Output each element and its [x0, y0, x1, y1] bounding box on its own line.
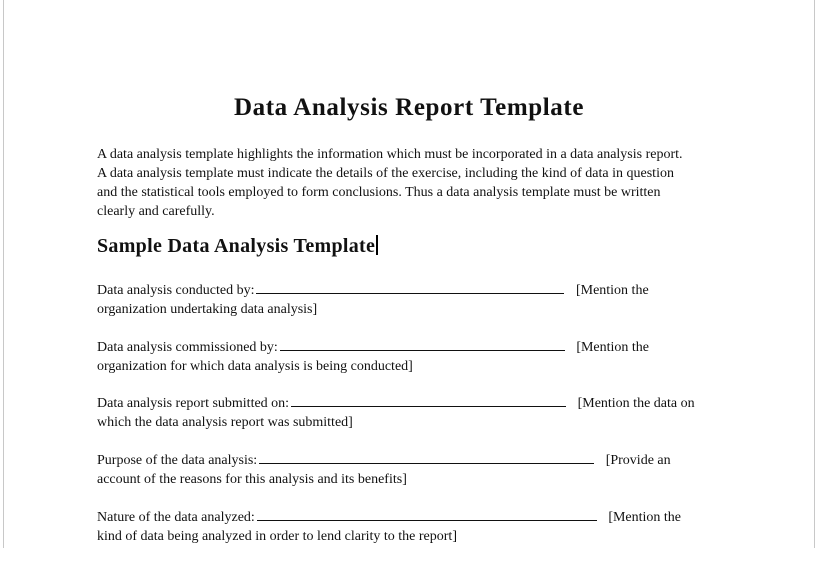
- intro-paragraph: [97, 145, 727, 221]
- intro-line: clearly and carefully.: [97, 204, 215, 219]
- field-note-start: [Provide an: [605, 453, 671, 468]
- field-label: Data analysis report submitted on:: [97, 396, 290, 411]
- field-label: Data analysis commissioned by:: [97, 340, 278, 355]
- section-heading-text: Sample Data Analysis Template: [97, 235, 376, 257]
- document-page[interactable]: [4, 0, 814, 548]
- field-note-end: which the data analysis report was submitted]: [97, 415, 353, 430]
- field-purpose: [97, 451, 737, 489]
- field-note-end: organization undertaking data analysis]: [97, 302, 318, 317]
- field-conducted-by: [97, 281, 737, 319]
- section-heading: [97, 233, 378, 259]
- intro-line: A data analysis template must indicate the details of the exercise, including the kind of data in question: [97, 166, 674, 181]
- fill-in-blank[interactable]: [259, 451, 594, 464]
- fill-in-blank[interactable]: [256, 281, 564, 294]
- field-first-line: [97, 451, 737, 470]
- fill-in-blank[interactable]: [257, 508, 597, 521]
- field-note-end: kind of data being analyzed in order to lend clarity to the report]: [97, 529, 457, 544]
- field-first-line: [97, 338, 737, 357]
- fill-in-blank[interactable]: [280, 338, 565, 351]
- field-label: Data analysis conducted by:: [97, 283, 255, 298]
- field-note-end: organization for which data analysis is being conducted]: [97, 359, 413, 374]
- field-note-end: account of the reasons for this analysis and its benefits]: [97, 472, 407, 487]
- field-note-start: [Mention the data on: [577, 396, 695, 411]
- field-first-line: [97, 281, 737, 300]
- page-right-edge: [814, 0, 815, 548]
- field-note-start: [Mention the: [608, 510, 682, 525]
- text-cursor: [376, 235, 378, 255]
- field-first-line: [97, 394, 737, 413]
- field-note-start: [Mention the: [575, 283, 649, 298]
- field-nature: [97, 508, 737, 546]
- document-title: Data Analysis Report Template: [233, 94, 585, 121]
- intro-line: and the statistical tools employed to form conclusions. Thus a data analysis template must be written: [97, 185, 661, 200]
- intro-line: A data analysis template highlights the information which must be incorporated in a data analysis report.: [97, 147, 683, 162]
- field-first-line: [97, 508, 737, 527]
- fill-in-blank[interactable]: [291, 394, 566, 407]
- field-submitted-on: [97, 394, 737, 432]
- bottom-margin: [0, 548, 819, 581]
- field-label: Purpose of the data analysis:: [97, 453, 258, 468]
- field-label: Nature of the data analyzed:: [97, 510, 255, 525]
- field-note-start: [Mention the: [576, 340, 650, 355]
- field-commissioned-by: [97, 338, 737, 376]
